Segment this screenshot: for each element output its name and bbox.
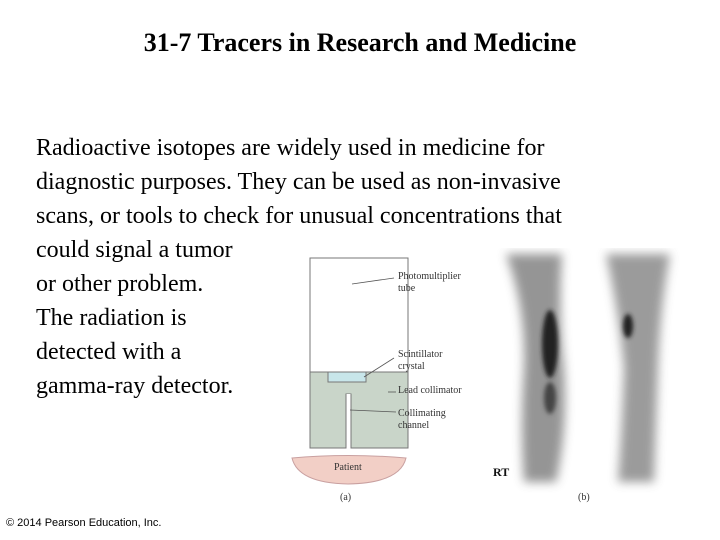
caption-a: (a) <box>340 492 352 503</box>
scan-marker-rt: RT <box>493 465 510 479</box>
figure-svg <box>288 248 718 510</box>
body-line-4: could signal a tumor <box>36 237 233 263</box>
body-line-2: diagnostic purposes. They can be used as non-invasive <box>36 169 561 195</box>
label-collimating-channel: channel <box>398 420 430 431</box>
scan-right-hotspot <box>623 314 633 338</box>
gamma-detector-figure <box>288 248 718 510</box>
scintillator-crystal <box>328 372 366 382</box>
body-line-3: scans, or tools to check for unusual concentrations that <box>36 203 562 229</box>
label-collimating: Collimating <box>398 408 446 419</box>
label-scintillator: Scintillator <box>398 349 443 360</box>
label-scintillator-crystal: crystal <box>398 361 425 372</box>
body-line-8: gamma-ray detector. <box>36 373 234 399</box>
body-line-7: detected with a <box>36 339 182 365</box>
scan-left-hotspot <box>542 310 558 378</box>
copyright-notice: © 2014 Pearson Education, Inc. <box>6 517 162 529</box>
body-line-6: The radiation is <box>36 305 187 331</box>
body-line-5: or other problem. <box>36 271 204 297</box>
label-photomultiplier-tube: tube <box>398 283 416 294</box>
label-lead-collimator: Lead collimator <box>398 385 462 396</box>
bone-scan-image <box>488 252 682 503</box>
body-line-1: Radioactive isotopes are widely used in medicine for <box>36 135 545 161</box>
detector-diagram <box>292 258 462 503</box>
label-photomultiplier: Photomultiplier <box>398 271 461 282</box>
photomultiplier-tube <box>310 258 408 372</box>
caption-b: (b) <box>578 492 590 503</box>
label-patient: Patient <box>334 462 362 473</box>
slide-title: 31-7 Tracers in Research and Medicine <box>143 28 577 57</box>
